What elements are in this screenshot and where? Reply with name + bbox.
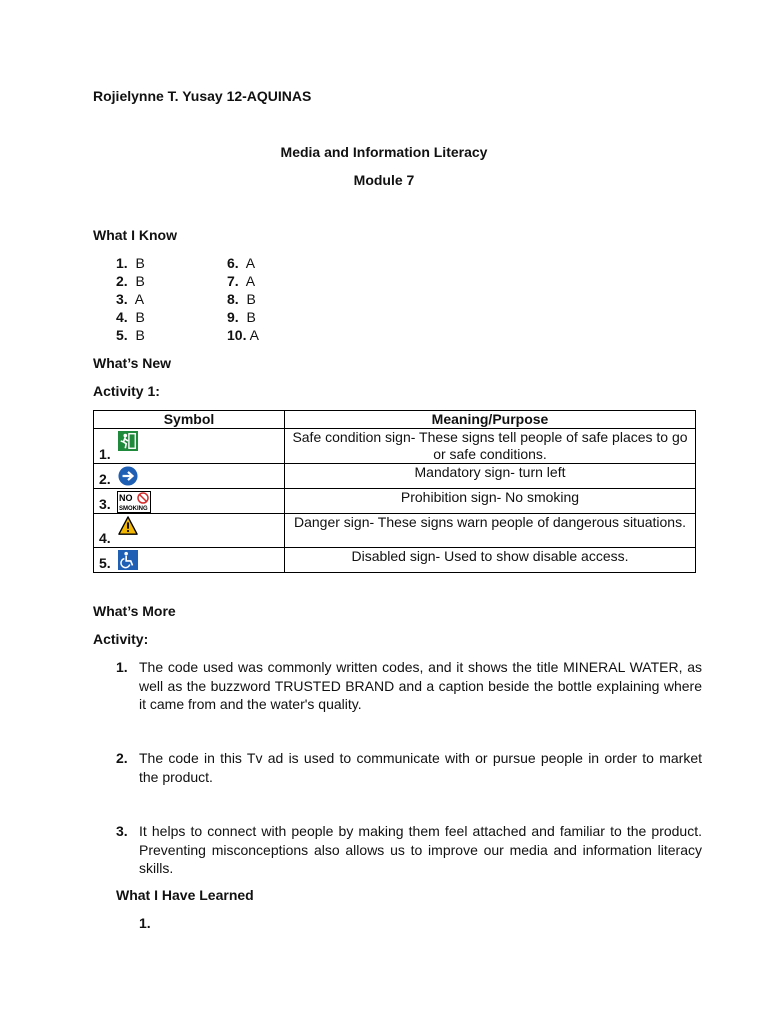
- meaning-column-header: Meaning/Purpose: [285, 411, 696, 429]
- what-i-know-heading: What I Know: [93, 227, 177, 243]
- meaning-cell: Danger sign- These signs warn people of dangerous situations.: [285, 514, 696, 548]
- item-number: 3.: [116, 823, 128, 839]
- learned-item-number: 1.: [139, 915, 151, 931]
- item-number: 2.: [116, 750, 128, 766]
- emergency-exit-icon: [117, 431, 139, 451]
- row-number: 5.: [99, 555, 111, 571]
- whats-new-heading: What’s New: [93, 355, 172, 371]
- warning-triangle-icon: [117, 516, 139, 536]
- item-number: 1.: [116, 659, 128, 675]
- signs-table: [93, 410, 696, 573]
- meaning-cell: Disabled sign- Used to show disable access.: [285, 548, 696, 573]
- row-number: 2.: [99, 471, 111, 487]
- table-header-row: [94, 411, 696, 429]
- no-smoking-icon: [117, 491, 151, 513]
- answer-item: 2. B: [116, 273, 145, 289]
- no-smoking-word-text: SMOKING: [119, 506, 148, 512]
- answer-item: 10. A: [227, 327, 259, 343]
- arrow-right-circle-icon: [117, 466, 139, 486]
- answer-item: 6. A: [227, 255, 256, 271]
- symbol-cell: [94, 464, 285, 489]
- row-number: 3.: [99, 496, 111, 512]
- no-smoking-no-text: NO: [119, 493, 133, 503]
- row-number: 1.: [99, 446, 111, 462]
- answer-item: 7. A: [227, 273, 256, 289]
- table-row: [94, 464, 696, 489]
- meaning-cell: Prohibition sign- No smoking: [285, 489, 696, 514]
- table-row: [94, 514, 696, 548]
- activity-answer-text: It helps to connect with people by making them feel attached and familiar to the product. Preventing misconceptions also allows us to improve our media and information literacy skills.: [139, 823, 702, 876]
- wheelchair-icon: [117, 550, 139, 570]
- answer-item: 1. B: [116, 255, 145, 271]
- subject-title: Media and Information Literacy: [280, 144, 488, 160]
- meaning-cell: Safe condition sign- These signs tell people of safe places to go or safe conditions.: [285, 429, 696, 464]
- answer-item: 9. B: [227, 309, 256, 325]
- table-row: [94, 429, 696, 464]
- answer-item: 8. B: [227, 291, 256, 307]
- table-row: [94, 489, 696, 514]
- answer-item: 4. B: [116, 309, 145, 325]
- meaning-cell: Mandatory sign- turn left: [285, 464, 696, 489]
- answer-item: 3. A: [116, 291, 145, 307]
- whats-more-heading: What’s More: [93, 603, 176, 619]
- table-row: [94, 548, 696, 573]
- answer-item: 5. B: [116, 327, 145, 343]
- symbol-cell: [94, 548, 285, 573]
- activity-1-label: Activity 1:: [93, 383, 160, 399]
- what-i-have-learned-heading: What I Have Learned: [116, 887, 254, 903]
- activity-answer-text: The code used was commonly written codes, and it shows the title MINERAL WATER, as well as the buzzword TRUSTED BRAND and a caption beside the bottle explaining where it came from and the water's quality.: [139, 659, 702, 712]
- symbol-cell: [94, 429, 285, 464]
- activity-answer-text: The code in this Tv ad is used to communicate with or pursue people in order to market the product.: [139, 750, 702, 785]
- row-number: 4.: [99, 530, 111, 546]
- module-title: Module 7: [353, 172, 415, 188]
- symbol-cell: [94, 489, 285, 514]
- activity-label: Activity:: [93, 631, 149, 647]
- symbol-cell: [94, 514, 285, 548]
- author-line: Rojielynne T. Yusay 12-AQUINAS: [93, 88, 312, 104]
- symbol-column-header: Symbol: [94, 411, 285, 429]
